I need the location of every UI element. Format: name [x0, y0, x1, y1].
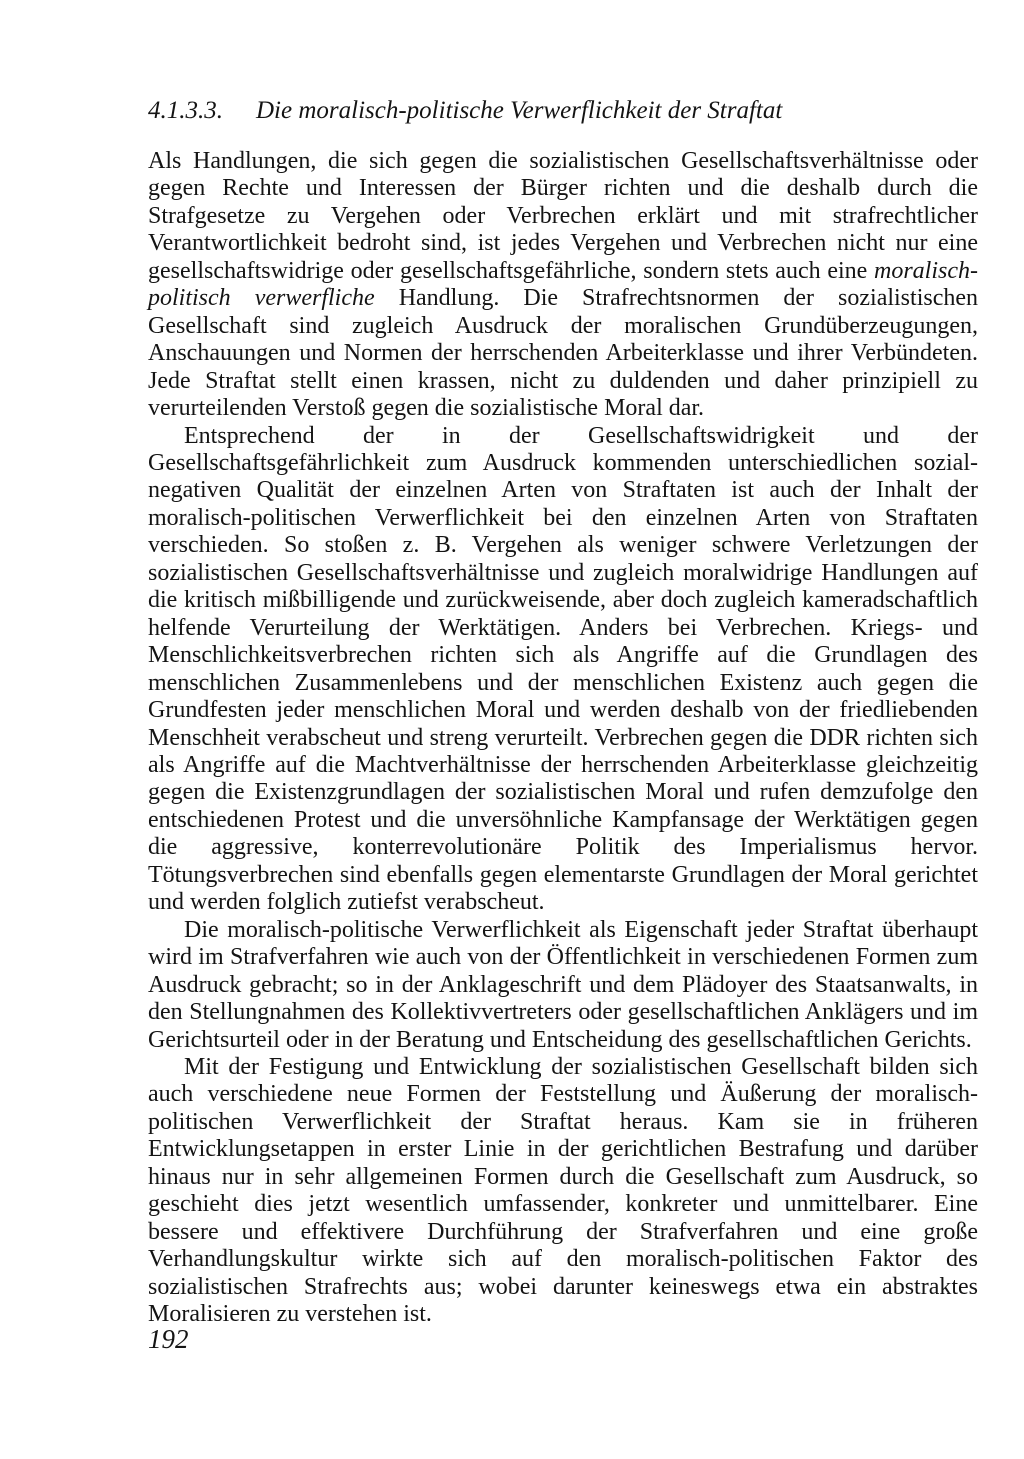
section-title: Die moralisch-politische Verwerflichkeit der Straftat [256, 97, 783, 124]
page-number: 192 [148, 1324, 189, 1354]
section-number: 4.1.3.3. [148, 97, 223, 124]
paragraph-1-text-start: Als Handlungen, die sich gegen die sozialistischen Gesellschaftsverhältnisse oder gegen Rechte und Interessen der Bürger richten und die deshalb durch die Strafgesetze zu Vergehen oder Verbrechen erklärt und mit strafrechtlicher Verantwortlichkeit bedroht sind, ist jedes Vergehen und Verbrechen nicht nur eine gesellschaftswidrige oder gesellschaftsgefährliche, sondern stets auch eine [148, 148, 978, 284]
emphasis-text: moralisch-politisch verwerfliche [148, 257, 978, 312]
paragraph-3: Die moralisch-politische Verwerflichkeit als Eigenschaft jeder Straftat überhaupt wird im Strafverfahren wie auch von der Öffentlichkeit in verschiedenen Formen zum Ausdruck gebracht; so in der Anklageschrift und dem Plädoyer des Staatsanwalts, in den Stellungnahmen des Kollektivvertreters oder gesellschaftlichen Anklägers und im Gerichtsurteil oder in der Beratung und Entscheidung des gesellschaftlichen Gerichts. [148, 916, 978, 1053]
paragraph-4: Mit der Festigung und Entwicklung der sozialistischen Gesellschaft bilden sich auch verschiedene neue Formen der Feststellung und Äußerung der moralisch-politischen Verwerflichkeit der Straftat heraus. Kam sie in früheren Entwicklungsetappen in erster Linie in der gerichtlichen Bestrafung und darüber hinaus nur in sehr allgemeinen Formen durch die Gesellschaft zum Ausdruck, so geschieht dies jetzt wesentlich umfassender, konkreter und unmittelbarer. Eine bessere und effektivere Durchführung der Strafverfahren und eine große Verhandlungskultur wirkte sich auf den moralisch-politischen Faktor des sozialistischen Strafrechts aus; wobei darunter keineswegs etwa ein abstraktes Moralisieren zu verstehen ist. [148, 1053, 978, 1328]
body-text [148, 148, 978, 1328]
paragraph-1-text-end: Handlung. Die Strafrechtsnormen der sozialistischen Gesellschaft sind zugleich Ausdruck der moralischen Grundüberzeugungen, Anschauungen und Normen der herrschenden Arbeiterklasse und ihrer Verbündeten. Jede Straftat stellt einen krassen, nicht zu duldenden und daher prinzipiell zu verurteilenden Verstoß gegen die sozialistische Moral dar. [148, 285, 978, 422]
paragraph-2: Entsprechend der in der Gesellschaftswidrigkeit und der Gesellschaftsgefährlichkeit zum Ausdruck kommenden unterschiedlichen sozial-negativen Qualität der einzelnen Arten von Straftaten ist auch der Inhalt der moralisch-politischen Verwerflichkeit bei den einzelnen Arten von Straftaten verschieden. So stoßen z. B. Vergehen als weniger schwere Verletzungen der sozialistischen Gesellschaftsverhältnisse und zugleich moralwidrige Handlungen auf die kritisch mißbilligende und zurückweisende, aber doch zugleich kameradschaftlich helfende Verurteilung der Werktätigen. Anders bei Verbrechen. Kriegs- und Menschlichkeitsverbrechen richten sich als Angriffe auf die Grundlagen des menschlichen Zusammenlebens und der menschlichen Existenz auch gegen die Grundfesten jeder menschlichen Moral und werden deshalb von der friedliebenden Menschheit verabscheut und streng verurteilt. Verbrechen gegen die DDR richten sich als Angriffe auf die Machtverhältnisse der herrschenden Arbeiterklasse gleichzeitig gegen die Existenzgrundlagen der sozialistischen Moral und rufen demzufolge den entschiedenen Protest und die unversöhnliche Kampfansage der Werktätigen gegen die aggressive, konterrevolutionäre Politik des Imperialismus hervor. Tötungsverbrechen sind ebenfalls gegen elementarste Grundlagen der Moral gerichtet und werden folglich zutiefst verabscheut. [148, 422, 978, 916]
section-heading [148, 96, 978, 126]
paragraph-1 [148, 148, 978, 423]
